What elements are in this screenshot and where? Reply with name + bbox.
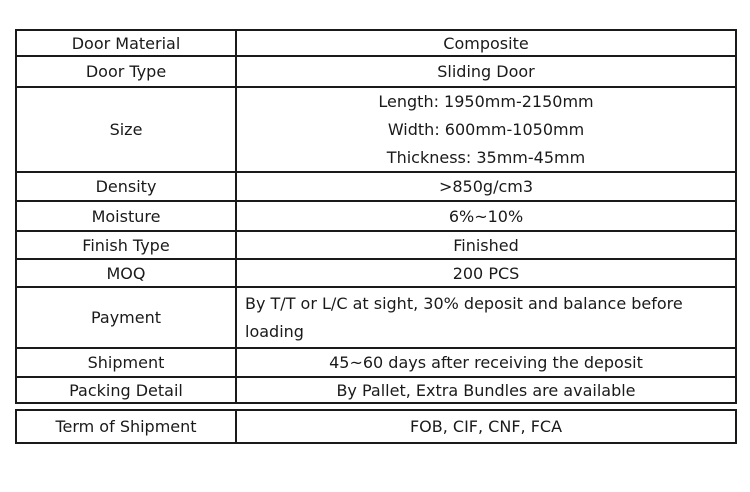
size-width: Width: 600mm-1050mm: [387, 119, 585, 139]
spec-row-moq: [17, 258, 735, 286]
spec-row-size: [17, 86, 735, 171]
row-label: Finish Type: [17, 232, 237, 258]
term-of-shipment-table: [15, 409, 737, 444]
row-value: Finished: [453, 235, 519, 255]
spec-row-density: [17, 171, 735, 200]
row-label: Moisture: [17, 202, 237, 230]
row-value: [237, 88, 735, 171]
row-value: Sliding Door: [437, 62, 535, 81]
spec-row-door-material: [17, 31, 735, 55]
spec-row-shipment: [17, 347, 735, 376]
spec-row-finish-type: [17, 230, 735, 258]
size-thickness: Thickness: 35mm-45mm: [386, 147, 586, 167]
size-length: Length: 1950mm-2150mm: [378, 91, 594, 111]
row-value: 6%~10%: [448, 206, 524, 226]
row-label: Door Material: [17, 31, 237, 55]
spec-table: [15, 29, 737, 404]
row-label: Size: [17, 88, 237, 171]
row-value: By Pallet, Extra Bundles are available: [336, 380, 636, 400]
spec-row-packing-detail: [17, 376, 735, 402]
spec-row-door-type: [17, 55, 735, 86]
row-value: 45~60 days after receiving the deposit: [329, 353, 643, 372]
row-label: Payment: [17, 288, 237, 347]
row-value: 200 PCS: [452, 263, 520, 283]
spec-row-moisture: [17, 200, 735, 230]
row-value: Composite: [443, 33, 529, 53]
row-label: Door Type: [17, 57, 237, 86]
spec-row-payment: [17, 286, 735, 347]
row-label: Packing Detail: [17, 378, 237, 402]
row-label: Shipment: [17, 349, 237, 376]
row-label: Density: [17, 173, 237, 200]
payment-text: By T/T or L/C at sight, 30% deposit and balance before loading: [245, 293, 683, 341]
row-value: >850g/cm3: [438, 177, 534, 196]
row-value: FOB, CIF, CNF, FCA: [409, 417, 563, 436]
spec-row-term-of-shipment: [17, 411, 735, 442]
row-value: [237, 288, 735, 347]
row-label: Term of Shipment: [17, 411, 237, 442]
row-label: MOQ: [17, 260, 237, 286]
